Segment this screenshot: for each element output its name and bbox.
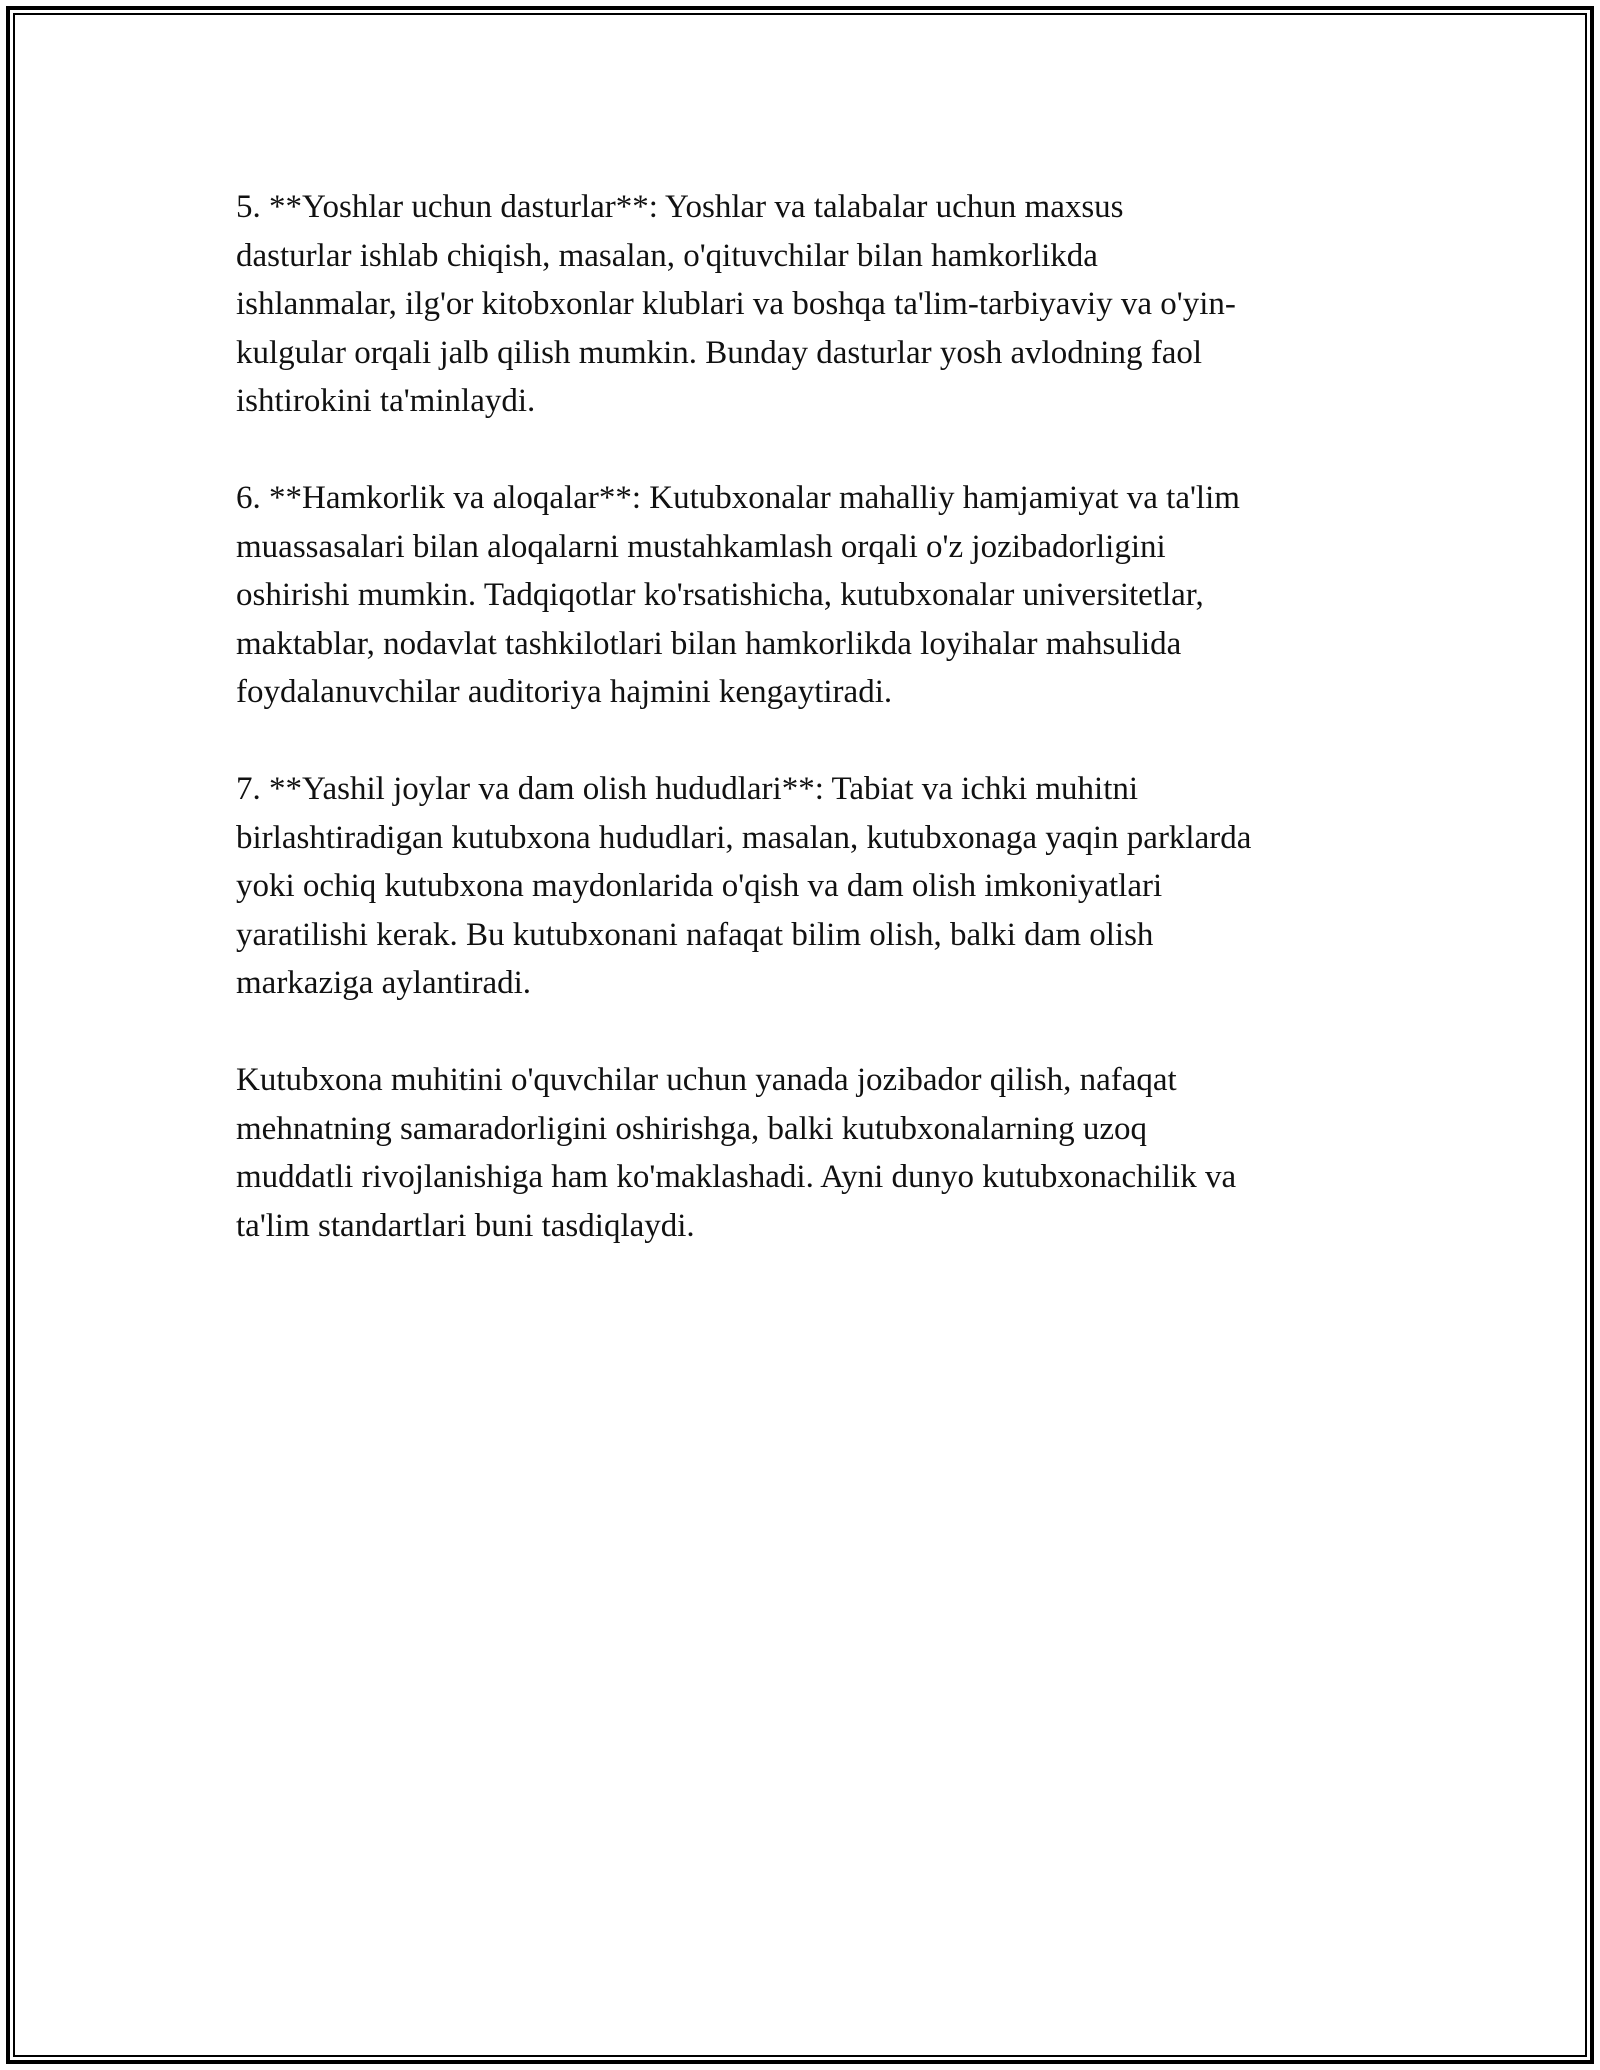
paragraph-conclusion: Kutubxona muhitini o'quvchilar uchun yanada jozibador qilish, nafaqat mehnatning samaradorligini oshirishga, balki kutubxonalarning uzoq muddatli rivojlanishiga ham ko'maklashadi. Ayni dunyo kutubxonachilik va ta'lim standartlari buni tasdiqlaydi. — [236, 1062, 1237, 1244]
paragraph-item-6: 6. **Hamkorlik va aloqalar**: Kutubxonalar mahalliy hamjamiyat va ta'lim muassasalari bilan aloqalarni mustahkamlash orqali o'z jozibadorligini oshirishi mumkin. Tadqiqotlar ko'rsatishicha, kutubxonalar universitetlar, maktablar, nodavlat tashkilotlari bilan hamkorlikda loyihalar mahsulida foydalanuvchilar auditoriya hajmini kengaytiradi. — [236, 480, 1240, 710]
paragraph-item-5: 5. **Yoshlar uchun dasturlar**: Yoshlar va talabalar uchun maxsus dasturlar ishlab chiqish, masalan, o'qituvchilar bilan hamkorlikda ishlanmalar, ilg'or kitobxonlar klublari va boshqa ta'lim-tarbiyaviy va o'yin- kulgular orqali jalb qilish mumkin. Bunday dasturlar yosh avlodning faol ishtirokini ta'minlaydi. — [236, 189, 1236, 419]
document-body — [236, 183, 1366, 1299]
paragraph-item-7: 7. **Yashil joylar va dam olish hududlari**: Tabiat va ichki muhitni birlashtiradigan kutubxona hududlari, masalan, kutubxonaga yaqin parklarda yoki ochiq kutubxona maydonlarida o'qish va dam olish imkoniyatlari yaratilishi kerak. Bu kutubxonani nafaqat bilim olish, balki dam olish markaziga aylantiradi. — [236, 771, 1252, 1001]
